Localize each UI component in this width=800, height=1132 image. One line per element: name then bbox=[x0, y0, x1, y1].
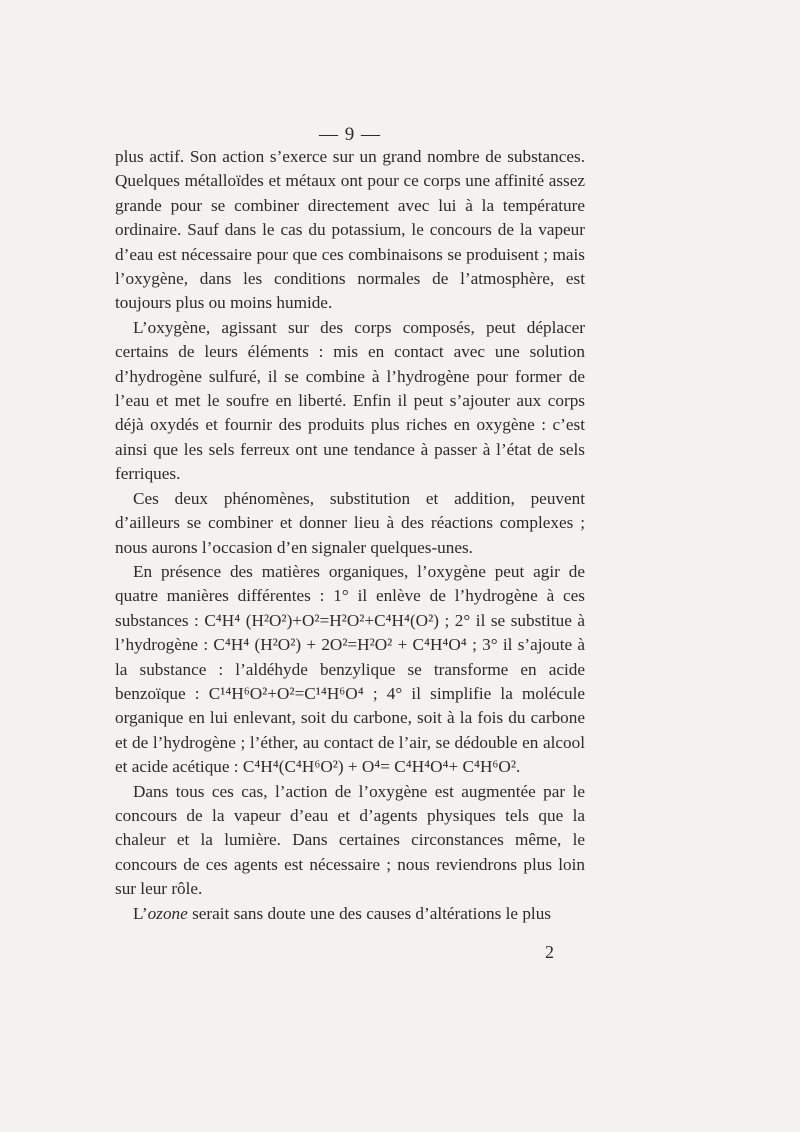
page-number: — 9 — bbox=[319, 124, 381, 145]
ozone-term: ozone bbox=[147, 903, 188, 923]
paragraph-2: L’oxygène, agissant sur des corps composés, peut déplacer certains de leurs éléments : mis en contact avec une solution d’hydrogène sulfuré, il se combine à l’hydrogène pour former de l’eau et met le soufre en liberté. Enfin il peut s’ajouter aux corps déjà oxydés et fournir des produits plus riches en oxygène : c’est ainsi que les sels ferreux ont une tendance à passer à l’état de sels ferriques. bbox=[115, 317, 585, 484]
paragraph-1: plus actif. Son action s’exerce sur un grand nombre de substances. Quelques métalloïdes et métaux ont pour ce corps une affinité assez grande pour se combiner directement avec lui à la température ordinaire. Sauf dans le cas du potassium, le concours de la vapeur d’eau est nécessaire pour que ces combinaisons se produisent ; mais l’oxygène, dans les conditions normales de l’atmosphère, est toujours plus ou moins humide. bbox=[115, 147, 585, 313]
paragraph-5: Dans tous ces cas, l’action de l’oxygène est augmentée par le concours de la vapeur d’eau et d’agents physiques tels que la chaleur et la lumière. Dans certaines circonstances même, le concours de ces agents est nécessaire ; nous reviendrons plus loin sur leur rôle. bbox=[115, 781, 585, 899]
paragraph-6-text: serait sans doute une des causes d’altérations le plus bbox=[187, 903, 551, 923]
paragraph-4: En présence des matières organiques, l’oxygène peut agir de quatre manières différentes : 1° il enlève de l’hydrogène à ces substances : C⁴H⁴ (H²O²)+O²=H²O²+C⁴H⁴(O²) ; 2° il se substitue à l’hydrogène : C⁴H⁴ (H²O²) + 2O²=H²O² + C⁴H⁴O⁴ ; 3° il s’ajoute à la substance : l’aldéhyde benzylique se transforme en acide benzoïque : C¹⁴H⁶O²+O²=C¹⁴H⁶O⁴ ; 4° il simplifie la molécule organique en lui enlevant, soit du carbone, soit à la fois du carbone et de l’hydrogène ; l’éther, au contact de l’air, se dédouble en alcool et acide acétique : C⁴H⁴(C⁴H⁶O²) + O⁴= C⁴H⁴O⁴+ C⁴H⁶O². bbox=[115, 561, 585, 777]
body-text bbox=[115, 145, 585, 926]
paragraph-6-lead: L’ bbox=[133, 903, 148, 923]
paragraph-6 bbox=[115, 902, 585, 926]
signature-mark: 2 bbox=[545, 942, 554, 962]
paragraph-3: Ces deux phénomènes, substitution et addition, peuvent d’ailleurs se combiner et donner lieu à des réactions complexes ; nous aurons l’occasion d’en signaler quelques-unes. bbox=[115, 488, 585, 557]
